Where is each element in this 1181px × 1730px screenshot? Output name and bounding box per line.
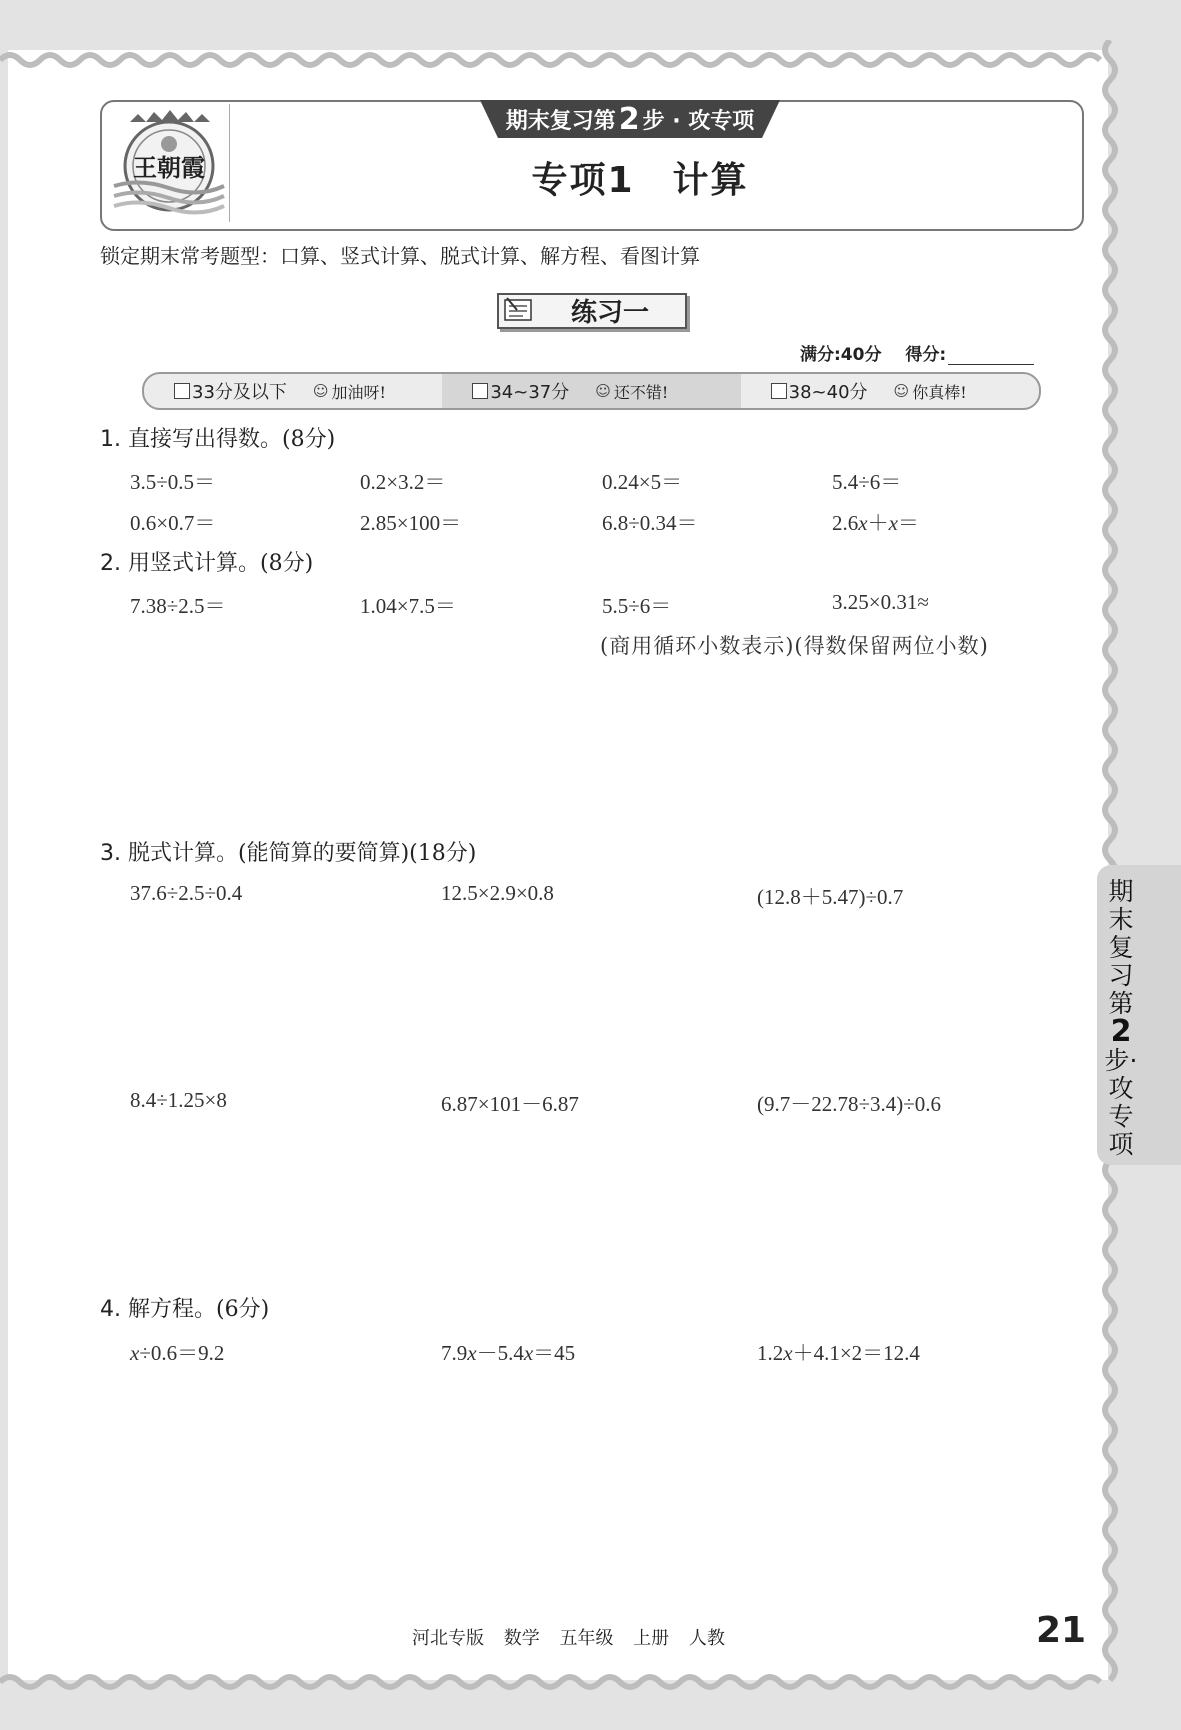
brand-logo <box>110 108 228 220</box>
q1-problem: 3.5÷0.5＝ <box>130 470 216 494</box>
svg-text:王朝霞: 王朝霞 <box>133 153 205 182</box>
rating-checkbox-low[interactable] <box>174 383 190 399</box>
q3-problem: 12.5×2.9×0.8 <box>441 881 554 905</box>
q4-term: ÷0.6＝9.2 <box>139 1341 225 1365</box>
question-3-title <box>100 836 476 867</box>
q1-variable: x <box>888 511 898 535</box>
question-number: 1. <box>100 427 121 452</box>
q3-problem: (9.7－22.78÷3.4)÷0.6 <box>757 1092 942 1116</box>
q3-problem: 6.87×101－6.87 <box>441 1092 579 1116</box>
question-number: 3. <box>100 841 121 866</box>
q1-operator: ＋ <box>867 511 889 535</box>
logo-separator <box>229 104 230 222</box>
page-title: 专项1 计算 <box>531 160 749 201</box>
banner-step-number: 2 <box>618 101 640 137</box>
q4-term: ＝45 <box>533 1341 576 1365</box>
side-tab-number: 2 <box>1110 1014 1132 1049</box>
page-number: 21 <box>1036 1610 1087 1651</box>
q4-equation <box>130 1337 224 1367</box>
q4-term: ＋4.1×2＝12.4 <box>792 1341 920 1365</box>
q1-problem: 5.4÷6＝ <box>832 470 902 494</box>
q2-note: (商用循环小数表示)(得数保留两位小数) <box>600 634 989 658</box>
q1-problem-variable <box>832 507 919 537</box>
q2-problem: 3.25×0.31≈ <box>832 590 929 614</box>
question-number: 2. <box>100 551 121 576</box>
q1-problem: 0.2×3.2＝ <box>360 470 446 494</box>
rating-item-high <box>741 374 1039 408</box>
full-score: 满分:40分 <box>800 345 882 365</box>
score-line <box>800 340 1034 365</box>
q1-problem: 2.85×100＝ <box>360 511 462 535</box>
q4-variable: x <box>783 1341 793 1365</box>
banner-title <box>480 100 780 138</box>
banner-pre: 期末复习第 <box>505 108 616 134</box>
exercise-label: 练习一 <box>570 297 649 328</box>
q2-problem: 1.04×7.5＝ <box>360 594 456 618</box>
q2-problem: 5.5÷6＝ <box>602 594 672 618</box>
side-tab-pre: 期末复习第 <box>1108 877 1134 1018</box>
wavy-bottom-border <box>0 1668 1181 1698</box>
q4-variable: x <box>467 1341 477 1365</box>
q4-variable: x <box>523 1341 534 1365</box>
rating-praise-low: 加油呀! <box>331 382 386 402</box>
question-2-title <box>100 546 313 577</box>
q4-equation <box>757 1337 920 1367</box>
q1-term: 2.6 <box>832 511 859 535</box>
score-blank[interactable] <box>948 346 1034 365</box>
question-text: 直接写出得数。(8分) <box>128 427 336 452</box>
q1-variable: x <box>858 511 868 535</box>
smile-icon: ☺ <box>312 382 329 400</box>
q1-problem: 6.8÷0.34＝ <box>602 511 698 535</box>
smile-icon: ☺ <box>893 382 910 400</box>
question-text: 用竖式计算。(8分) <box>128 551 314 576</box>
question-text: 解方程。(6分) <box>128 1297 270 1322</box>
pen-paper-icon <box>503 296 537 324</box>
rating-range-mid: 34~37分 <box>490 382 570 403</box>
rating-item-low <box>144 374 442 408</box>
rating-praise-high: 你真棒! <box>912 382 967 402</box>
score-got-label: 得分: <box>905 345 947 365</box>
smile-icon: ☺ <box>595 382 611 400</box>
side-tab-text <box>1103 878 1139 1159</box>
wavy-top-border <box>0 40 1181 70</box>
banner-post: 步 · 攻专项 <box>642 108 755 134</box>
q3-problem: (12.8＋5.47)÷0.7 <box>757 885 904 909</box>
q1-problem: 0.6×0.7＝ <box>130 511 216 535</box>
question-number: 4. <box>100 1297 121 1322</box>
q4-term: 1.2 <box>757 1341 784 1365</box>
rating-range-high: 38~40分 <box>788 382 868 403</box>
q1-problem: 0.24×5＝ <box>602 470 683 494</box>
rating-checkbox-high[interactable] <box>771 383 787 399</box>
footer: 河北专版 数学 五年级 上册 人教 <box>412 1628 725 1649</box>
rating-bar <box>142 372 1041 410</box>
rating-checkbox-mid[interactable] <box>472 383 488 399</box>
q3-problem: 8.4÷1.25×8 <box>130 1088 227 1112</box>
q1-equals: ＝ <box>897 511 919 535</box>
rating-item-mid <box>442 374 740 408</box>
rating-praise-mid: 还不错! <box>613 382 669 402</box>
rating-range-low: 33分及以下 <box>192 382 287 403</box>
question-4-title <box>100 1292 269 1323</box>
q4-term: －5.4 <box>476 1341 524 1365</box>
q4-variable: x <box>130 1341 140 1365</box>
side-tab-post: 步·攻专项 <box>1104 1046 1138 1159</box>
question-text: 脱式计算。(能简算的要简算)(18分) <box>128 841 477 866</box>
question-1-title <box>100 422 335 453</box>
subtitle: 锁定期末常考题型：口算、竖式计算、脱式计算、解方程、看图计算 <box>100 244 700 268</box>
q4-equation <box>441 1337 575 1367</box>
q4-term: 7.9 <box>441 1341 468 1365</box>
q3-problem: 37.6÷2.5÷0.4 <box>130 881 243 905</box>
q2-problem: 7.38÷2.5＝ <box>130 594 226 618</box>
